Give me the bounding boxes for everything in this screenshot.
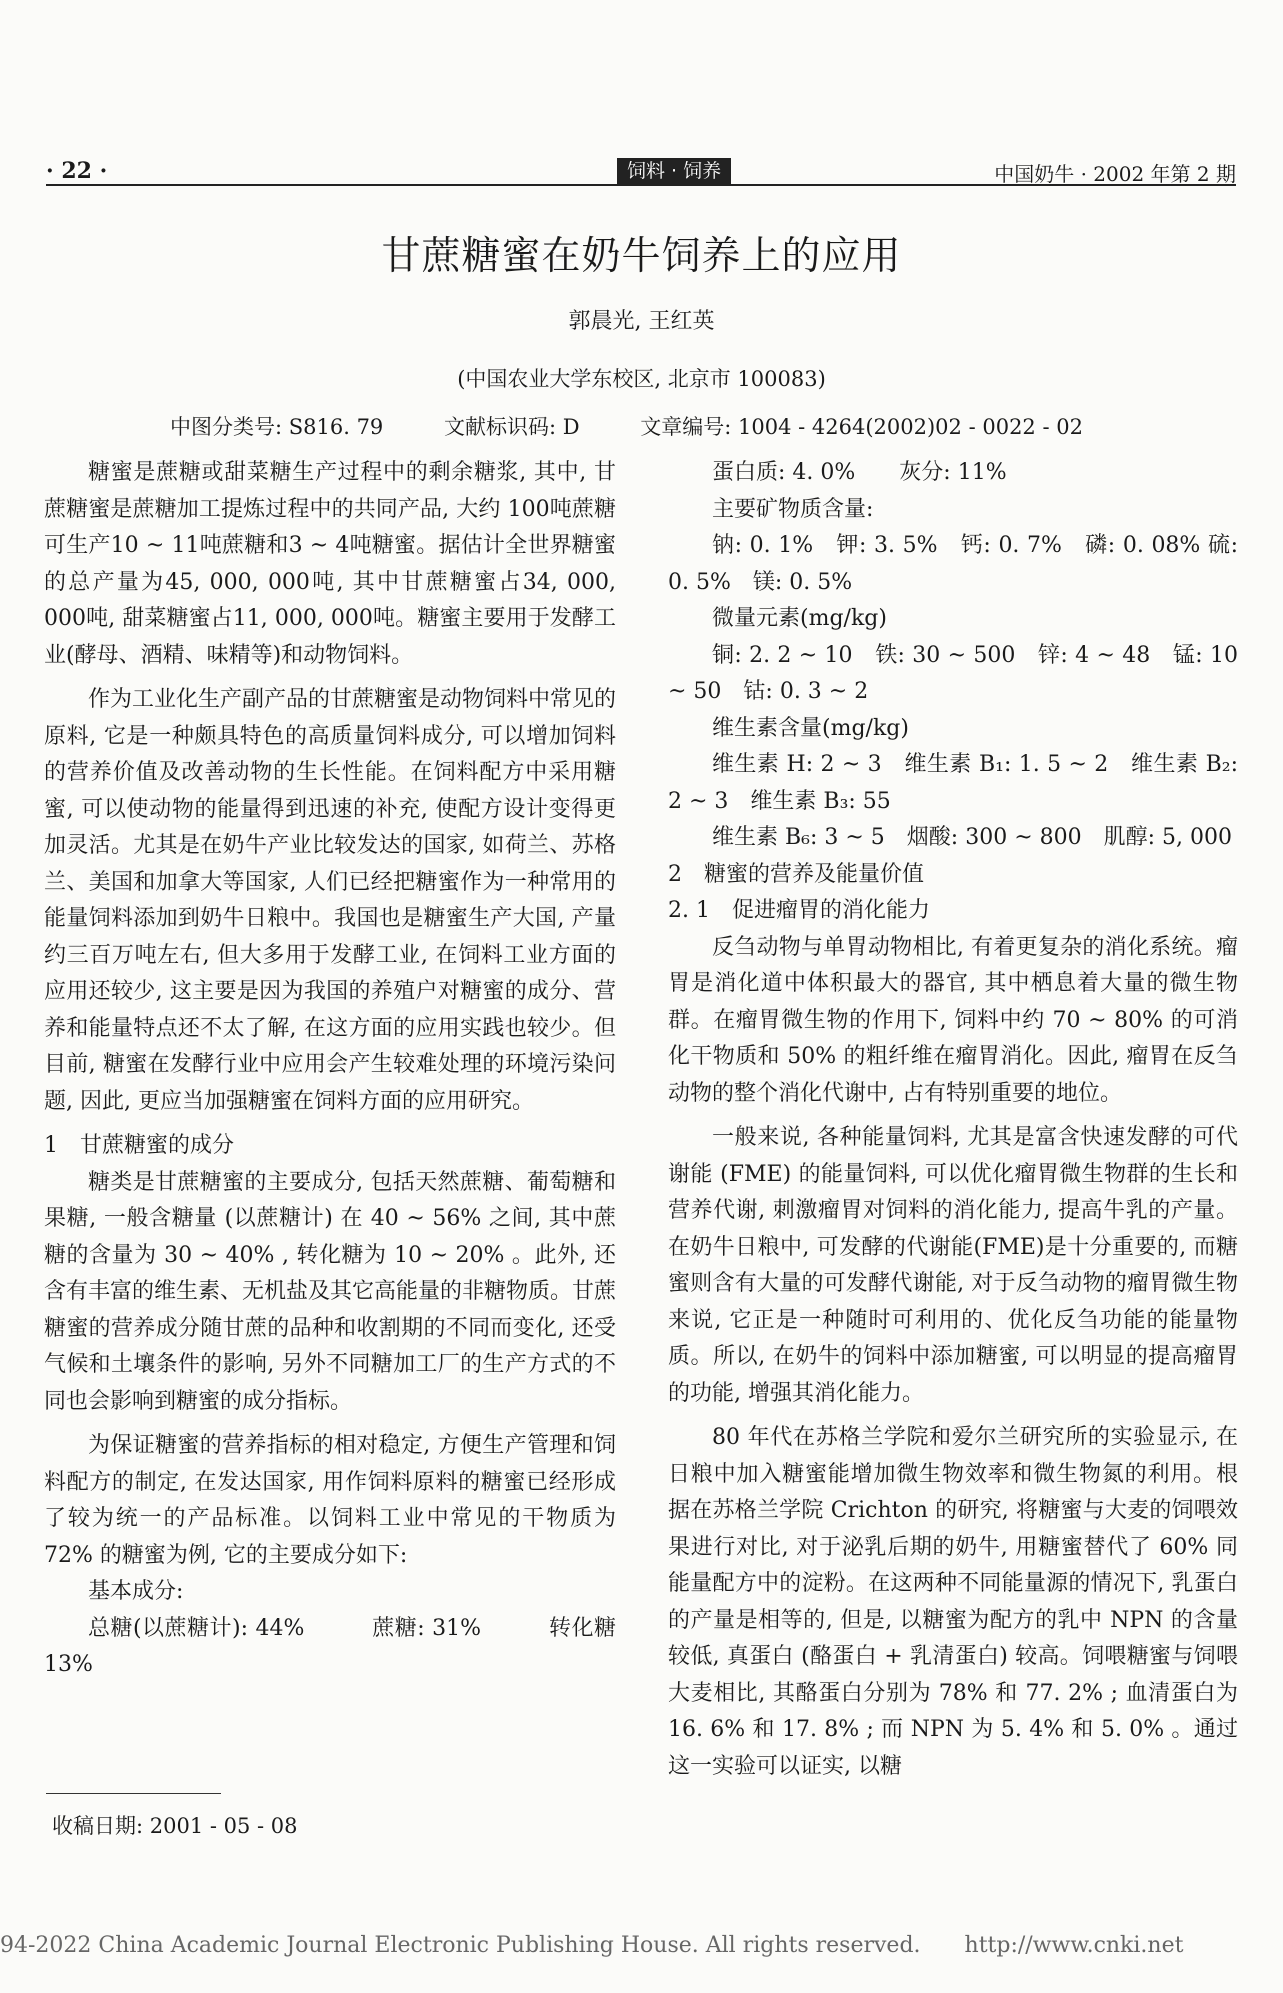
list-label: 微量元素(mg/kg)	[712, 606, 887, 631]
copyright-watermark: 94-2022 China Academic Journal Electronic Publishing House. All rights reserved. http://www.cnki.net	[0, 1933, 1184, 1958]
right-column	[668, 455, 1238, 1785]
list-values: 钠: 0. 1% 钾: 3. 5% 钙: 0. 7% 磷: 0. 08% 硫: 0. 5% 镁: 0. 5%	[668, 533, 1238, 595]
article-number: 文章编号: 1004 - 4264(2002)02 - 0022 - 02	[640, 415, 1083, 439]
list-values: 总糖(以蔗糖计): 44% 蔗糖: 31% 转化糖 13%	[44, 1615, 616, 1677]
paragraph: 一般来说, 各种能量饲料, 尤其是富含快速发酵的可代谢能 (FME) 的能量饲料, 可以优化瘤胃微生物群的生长和营养代谢, 刺激瘤胃对饲料的消化能力, 提高牛乳的产量。在奶牛日粮中, 可发酵的代谢能(FME)是十分重要的, 而糖蜜则含有大量的可发酵代谢能, 对于反刍动物的瘤胃微生物来说, 它正是一种随时可利用的、优化反刍功能的能量物质。所以, 在奶牛的饲料中添加糖蜜, 可以明显的提高瘤胃的功能, 增强其消化能力。	[668, 1125, 1238, 1406]
article-title: 甘蔗糖蜜在奶牛饲养上的应用	[381, 234, 902, 279]
article-affiliation: (中国农业大学东校区, 北京市 100083)	[457, 367, 826, 391]
paragraph: 作为工业化生产副产品的甘蔗糖蜜是动物饲料中常见的原料, 它是一种颇具特色的高质量饲料成分, 可以增加饲料的营养价值及改善动物的生长性能。在饲料配方中采用糖蜜, 可以使动物的能量得到迅速的补充, 使配方设计变得更加灵活。尤其是在奶牛产业比较发达的国家, 如荷兰、苏格兰、美国和加拿大等国家, 人们已经把糖蜜作为一种常用的能量饲料添加到奶牛日粮中。我国也是糖蜜生产大国, 产量约三百万吨左右, 但大多用于发酵工业, 在饲料工业方面的应用还较少, 这主要是因为我国的养殖户对糖蜜的成分、营养和能量特点还不太了解, 在这方面的应用实践也较少。但目前, 糖蜜在发酵行业中应用会产生较难处理的环境污染问题, 因此, 更应当加强糖蜜在饲料方面的应用研究。	[44, 687, 617, 1114]
list-values: 铜: 2. 2 ~ 10 铁: 30 ~ 500 锌: 4 ~ 48 锰: 10 ~ 50 钴: 0. 3 ~ 2	[668, 642, 1238, 704]
received-date: 收稿日期: 2001 - 05 - 08	[52, 1814, 298, 1838]
section-heading: 1 甘蔗糖蜜的成分	[44, 1133, 234, 1158]
list-label: 基本成分:	[88, 1579, 184, 1604]
list-label: 维生素含量(mg/kg)	[712, 715, 909, 741]
list-values: 维生素 H: 2 ~ 3 维生素 B₁: 1. 5 ~ 2 维生素 B₂: 2 ~ 3 维生素 B₃: 55	[668, 752, 1238, 814]
article-meta	[170, 411, 1120, 441]
footnote-rule	[46, 1793, 221, 1794]
paragraph: 糖类是甘蔗糖蜜的主要成分, 包括天然蔗糖、葡萄糖和果糖, 一般含糖量 (以蔗糖计) 在 40 ~ 56% 之间, 其中蔗糖的含量为 30 ~ 40% , 转化糖为 10 ~ 20% 。此外, 还含有丰富的维生素、无机盐及其它高能量的非糖物质。甘蔗糖蜜的营养成分随甘蔗的品种和收割期的不同而变化, 还受气候和土壤条件的影响, 另外不同糖加工厂的生产方式的不同也会影响到糖蜜的成分指标。	[44, 1169, 617, 1414]
list-values: 蛋白质: 4. 0% 灰分: 11%	[712, 460, 1007, 485]
clc-number: 中图分类号: S816. 79	[170, 415, 384, 439]
list-values: 维生素 B₆: 3 ~ 5 烟酸: 300 ~ 800 肌醇: 5, 000	[712, 825, 1232, 850]
article-authors: 郭晨光, 王红英	[568, 309, 715, 334]
section-badge: 饲料 · 饲养	[617, 158, 731, 184]
paragraph: 糖蜜是蔗糖或甜菜糖生产过程中的剩余糖浆, 其中, 甘蔗糖蜜是蔗糖加工提炼过程中的共同产品, 大约 100吨蔗糖可生产10 ~ 11吨蔗糖和3 ~ 4吨糖蜜。据估计全世界糖蜜的总产量为45, 000, 000吨, 其中甘蔗糖蜜占34, 000, 000吨, 甜菜糖蜜占11, 000, 000吨。糖蜜主要用于发酵工业(酵母、酒精、味精等)和动物饲料。	[44, 460, 616, 668]
header-rule	[46, 184, 1236, 186]
running-header	[46, 158, 1236, 184]
paragraph: 反刍动物与单胃动物相比, 有着更复杂的消化系统。瘤胃是消化道中体积最大的器官, 其中栖息着大量的微生物群。在瘤胃微生物的作用下, 饲料中约 70 ~ 80% 的可消化干物质和 50% 的粗纤维在瘤胃消化。因此, 瘤胃在反刍动物的整个消化代谢中, 占有特别重要的地位。	[668, 934, 1238, 1106]
journal-issue: 中国奶牛 · 2002 年第 2 期	[994, 162, 1236, 186]
paragraph: 为保证糖蜜的营养指标的相对稳定, 方便生产管理和饲料配方的制定, 在发达国家, 用作饲料原料的糖蜜已经形成了较为统一的产品标准。以饲料工业中常见的干物质为 72% 的糖蜜为例, 它的主要成分如下:	[44, 1433, 616, 1568]
left-column	[44, 455, 616, 1684]
document-code: 文献标识码: D	[443, 415, 580, 439]
paragraph: 80 年代在苏格兰学院和爱尔兰研究所的实验显示, 在日粮中加入糖蜜能增加微生物效率和微生物氮的利用。根据在苏格兰学院 Crichton 的研究, 将糖蜜与大麦的饲喂效果进行对比, 对于泌乳后期的奶牛, 用糖蜜替代了 60% 同能量配方中的淀粉。在这两种不同能量源的情况下, 乳蛋白的产量是相等的, 但是, 以糖蜜为配方的乳中 NPN 的含量较低, 真蛋白 (酪蛋白 + 乳清蛋白) 较高。饲喂糖蜜与饲喂大麦相比, 其酪蛋白分别为 78% 和 77. 2% ; 血清蛋白为 16. 6% 和 17. 8% ; 而 NPN 为 5. 4% 和 5. 0% 。通过这一实验可以证实, 以糖	[668, 1425, 1238, 1779]
section-heading: 2 糖蜜的营养及能量价值	[668, 861, 924, 887]
subsection-heading: 2. 1 促进瘤胃的消化能力	[668, 898, 930, 923]
page-number: · 22 ·	[46, 158, 108, 184]
list-label: 主要矿物质含量:	[712, 496, 874, 522]
